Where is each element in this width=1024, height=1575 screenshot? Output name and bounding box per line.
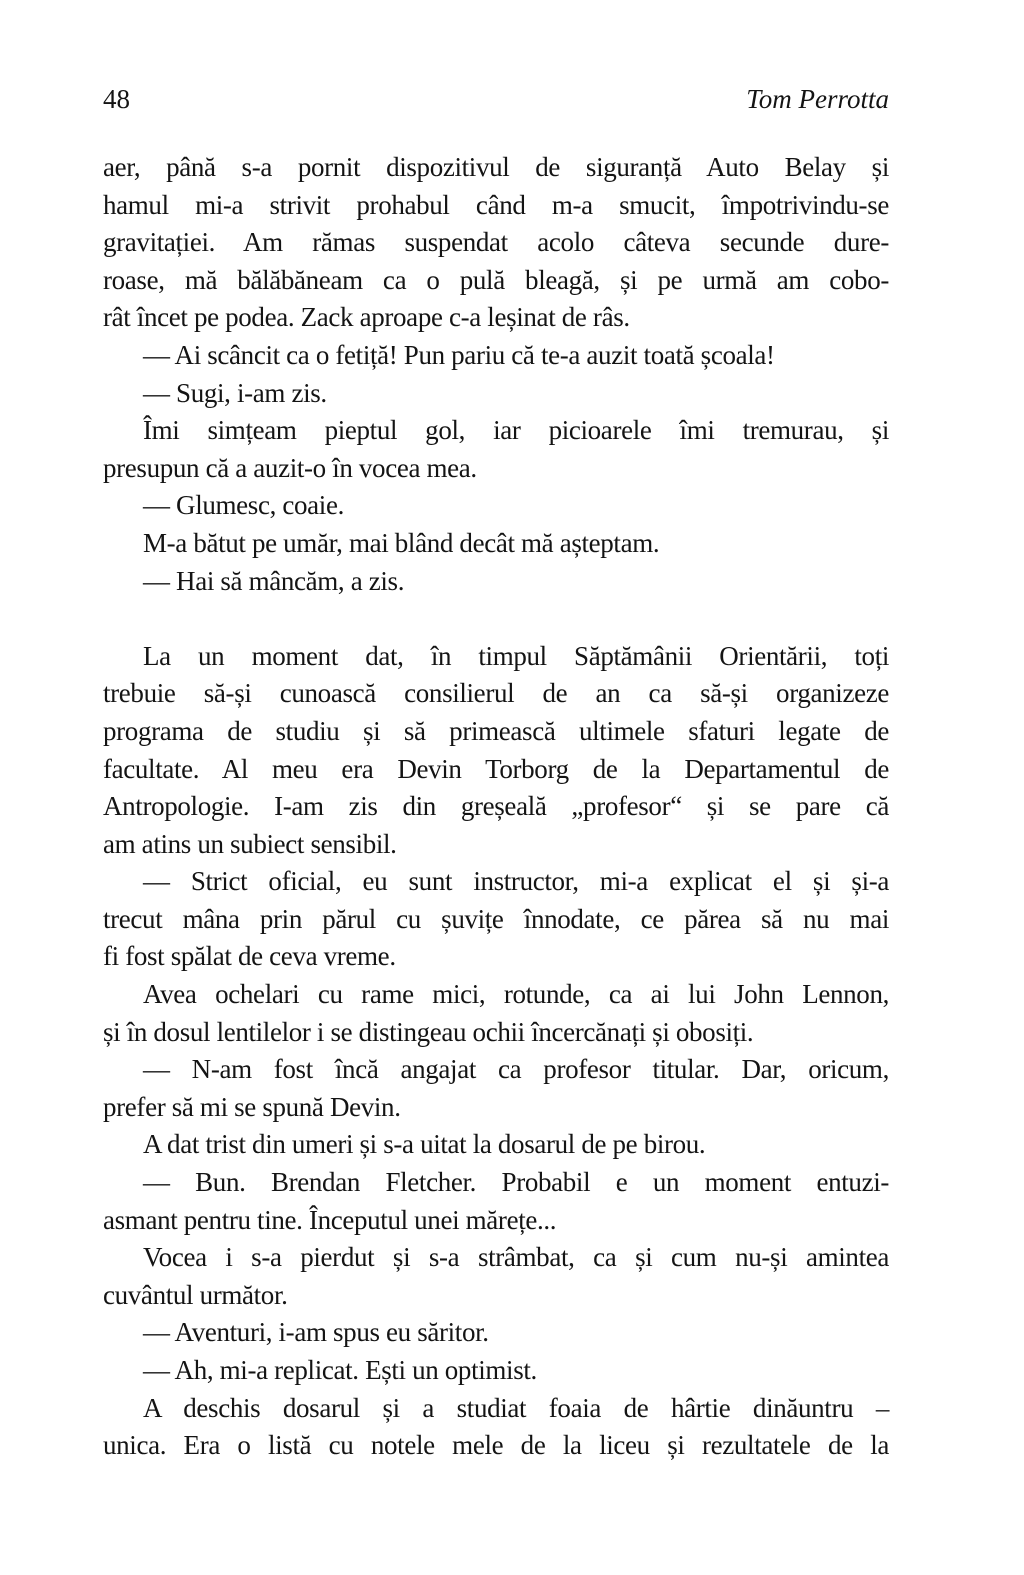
paragraph <box>103 412 889 487</box>
text-line: aer, până s-a pornit dispozitivul de siguranță Auto Belay și <box>103 152 889 182</box>
text-line: — Strict oficial, eu sunt instructor, mi-a explicat el și și-a <box>143 866 889 897</box>
text-line: — Bun. Brendan Fletcher. Probabil e un moment entuzi- <box>143 1167 889 1198</box>
text-line: La un moment dat, în timpul Săptămânii Orientării, toți <box>143 640 889 671</box>
text-line: facultate. Al meu era Devin Torborg de la Departamentul de <box>103 753 889 784</box>
text-line: — N-am fost încă angajat ca profesor titular. Dar, oricum, <box>143 1054 889 1085</box>
text-line: — Sugi, i-am zis. <box>143 377 327 408</box>
paragraph <box>103 1314 889 1352</box>
text-line: presupun că a auzit-o în vocea mea. <box>103 452 477 483</box>
text-line: Îmi simțeam pieptul gol, iar picioarele îmi tremurau, și <box>143 415 889 446</box>
paragraph <box>103 1051 889 1126</box>
text-line: roase, mă bălăbăneam ca o pulă bleagă, și pe urmă am cobo- <box>103 264 889 295</box>
text-line: Vocea i s-a pierdut și s-a strâmbat, ca și cum nu-și amintea <box>143 1242 889 1273</box>
text-line: am atins un subiect sensibil. <box>103 828 397 859</box>
text-line: fi fost spălat de ceva vreme. <box>103 941 396 972</box>
text-line: prefer să mi se spună Devin. <box>103 1091 401 1122</box>
text-line: cuvântul următor. <box>103 1279 288 1310</box>
paragraph <box>103 638 889 864</box>
text-line: A deschis dosarul și a studiat foaia de hârtie dinăuntru – <box>143 1392 889 1423</box>
paragraph <box>103 863 889 976</box>
text-line: asmant pentru tine. Începutul unei mărețe... <box>103 1204 557 1235</box>
body-text <box>103 149 889 1465</box>
text-line: unica. Era o listă cu notele mele de la liceu și rezultatele de la <box>103 1430 889 1461</box>
paragraph <box>103 563 889 601</box>
text-line: trecut mâna prin părul cu șuvițe înnodate, ce părea să nu mai <box>103 903 889 934</box>
paragraph <box>103 976 889 1051</box>
paragraph <box>103 525 889 563</box>
paragraph <box>103 1126 889 1164</box>
text-line: hamul mi-a strivit prohabul când m-a smucit, împotrivindu-se <box>103 189 889 220</box>
paragraph <box>103 375 889 413</box>
text-line: — Hai să mâncăm, a zis. <box>143 565 405 596</box>
text-line: — Ah, mi-a replicat. Ești un optimist. <box>143 1355 537 1385</box>
running-header-author: Tom Perrotta <box>746 84 889 114</box>
text-line: trebuie să-și cunoască consilierul de an ca să-și organizeze <box>103 678 889 709</box>
paragraph <box>103 487 889 525</box>
text-line: — Ai scâncit ca o fetiță! Pun pariu că te-a auzit toată școala! <box>143 339 775 370</box>
paragraph <box>103 1390 889 1465</box>
text-line: gravitației. Am rămas suspendat acolo câteva secunde dure- <box>103 227 889 258</box>
text-line: și în dosul lentilelor i se distingeau ochii încercănați și obosiți. <box>103 1016 754 1047</box>
paragraph <box>103 337 889 375</box>
paragraph <box>103 1352 889 1390</box>
paragraph <box>103 149 889 337</box>
text-line: Avea ochelari cu rame mici, rotunde, ca ai lui John Lennon, <box>143 979 889 1010</box>
text-line: A dat trist din umeri și s-a uitat la dosarul de pe birou. <box>143 1129 706 1160</box>
text-line: Antropologie. I-am zis din greșeală „profesor“ și se pare că <box>103 791 889 822</box>
text-line: rât încet pe podea. Zack aproape c-a leșinat de râs. <box>103 302 630 333</box>
text-line: — Glumesc, coaie. <box>143 490 344 521</box>
paragraph <box>103 1164 889 1239</box>
text-line: M-a bătut pe umăr, mai blând decât mă așteptam. <box>143 527 660 558</box>
paragraph <box>103 1239 889 1314</box>
running-header <box>103 84 889 114</box>
text-line: programa de studiu și să primească ultimele sfaturi legate de <box>103 715 889 746</box>
page-number: 48 <box>103 84 130 114</box>
text-line: — Aventuri, i-am spus eu săritor. <box>143 1317 489 1348</box>
